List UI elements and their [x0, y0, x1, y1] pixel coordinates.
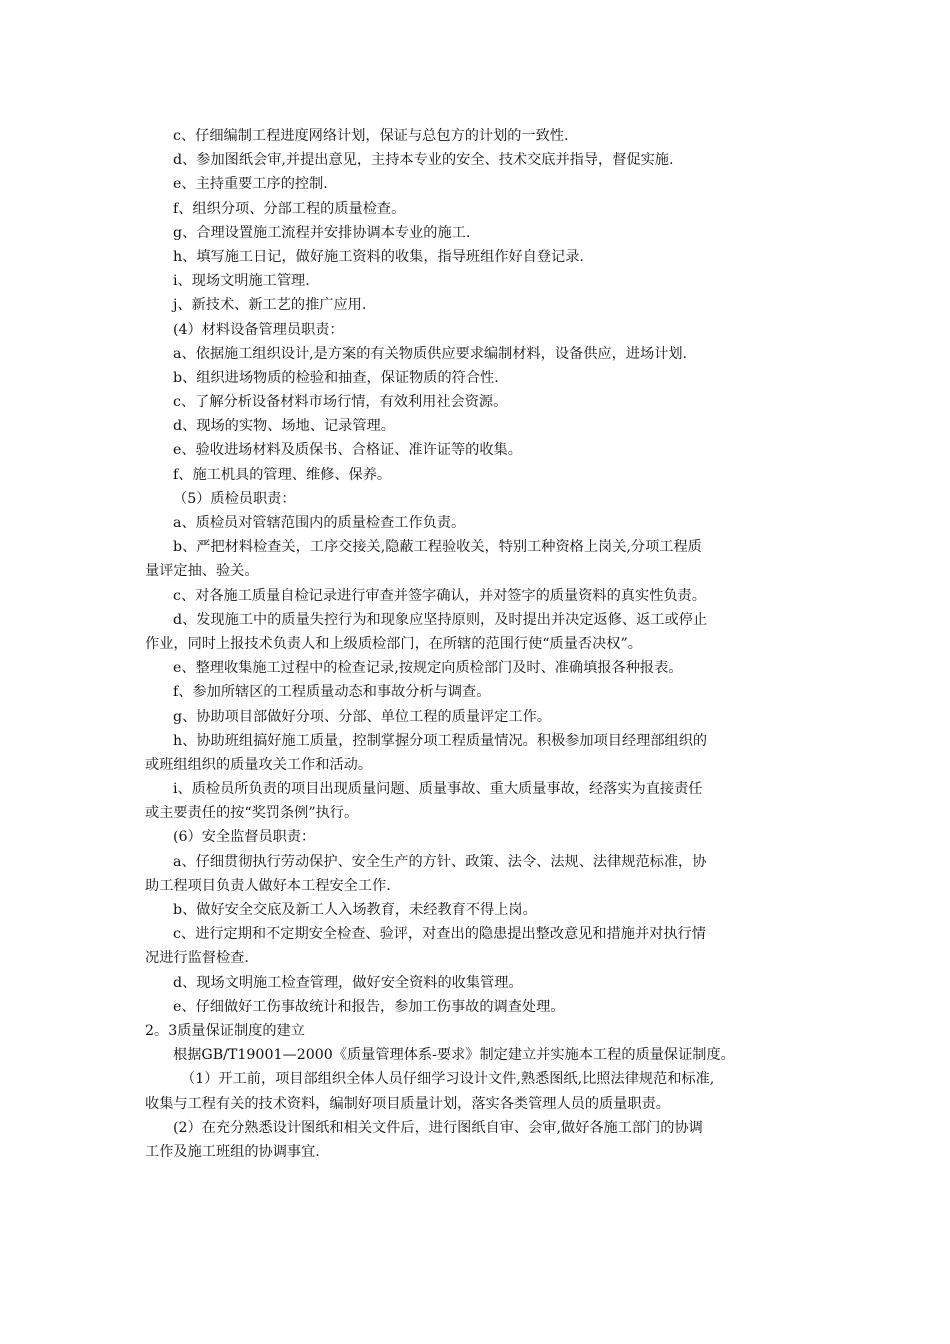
text-line: e、仔细做好工伤事故统计和报告，参加工伤事故的调查处理。: [173, 998, 565, 1015]
text-line: j、新技术、新工艺的推广应用.: [173, 297, 367, 314]
text-line: d、参加图纸会审,并提出意见，主持本专业的安全、技术交底并指导，督促实施.: [173, 152, 674, 169]
text-line: e、主持重要工序的控制.: [173, 176, 328, 193]
text-line: 量评定抽、验关。: [145, 563, 259, 580]
text-line: (2）在充分熟悉设计图纸和相关文件后，进行图纸自审、会审,做好各施工部门的协调: [173, 1119, 703, 1136]
text-line: f、组织分项、分部工程的质量检查。: [173, 200, 406, 217]
text-line: i、现场文明施工管理.: [173, 273, 310, 290]
text-line: h、协助班组搞好施工质量，控制掌握分项工程质量情况。积极参加项目经理部组织的: [173, 732, 708, 749]
text-line: b、组织进场物质的检验和抽查，保证物质的符合性.: [173, 369, 499, 386]
text-line: g、合理设置施工流程并安排协调本专业的施工.: [173, 224, 471, 241]
text-line: 况进行监督检查.: [145, 950, 249, 967]
text-line: e、验收进场材料及质保书、合格证、准许证等的收集。: [173, 442, 522, 459]
text-line: a、依据施工组织设计,是方案的有关物质供应要求编制材料，设备供应，进场计划.: [173, 345, 688, 362]
text-line: b、严把材料检查关，工序交接关,隐蔽工程验收关，特别工种资格上岗关,分项工程质: [173, 539, 702, 556]
text-line: h、填写施工日记，做好施工资料的收集，指导班组作好自登记录.: [173, 248, 584, 265]
text-line: d、现场的实物、场地、记录管理。: [173, 418, 395, 435]
text-line: c、了解分析设备材料市场行情，有效利用社会资源。: [173, 394, 508, 411]
text-line: (4）材料设备管理员职责：: [173, 321, 344, 338]
text-line: 2。3质量保证制度的建立: [145, 1022, 305, 1039]
document-body: [145, 124, 815, 1164]
text-line: c、进行定期和不定期安全检查、验评，对查出的隐患提出整改意见和措施并对执行情: [173, 926, 706, 943]
text-line: 或主要责任的按“奖罚条例”执行。: [145, 805, 359, 822]
text-line: a、仔细贯彻执行劳动保护、安全生产的方针、政策、法令、法规、法律规范标准，协: [173, 853, 707, 870]
text-line: （5）质检员职责：: [173, 490, 296, 507]
text-line: g、协助项目部做好分项、分部、单位工程的质量评定工作。: [173, 708, 551, 725]
text-line: c、仔细编制工程进度网络计划，保证与总包方的计划的一致性.: [173, 128, 569, 144]
text-line: b、做好安全交底及新工人入场教育，未经教育不得上岗。: [173, 902, 537, 918]
text-line: 作业，同时上报技术负责人和上级质检部门，在所辖的范围行使“质量否决权”。: [145, 635, 642, 652]
text-line: 助工程项目负责人做好本工程安全工作.: [145, 877, 391, 894]
text-line: 根据GB/T19001—2000《质量管理体系-要求》制定建立并实施本工程的质量保证制度。: [173, 1047, 735, 1064]
text-line: 或班组组织的质量攻关工作和活动。: [145, 756, 373, 773]
text-line: i、质检员所负责的项目出现质量问题、质量事故、重大质量事故，经落实为直接责任: [173, 781, 703, 798]
text-line: （1）开工前，项目部组织全体人员仔细学习设计文件,熟悉图纸,比照法律规范和标准,: [181, 1071, 715, 1088]
text-line: c、对各施工质量自检记录进行审查并签字确认，并对签字的质量资料的真实性负责。: [173, 587, 706, 604]
text-line: d、发现施工中的质量失控行为和现象应坚持原则，及时提出并决定返修、返工或停止: [173, 611, 708, 628]
text-line: 工作及施工班组的协调事宜.: [145, 1143, 320, 1160]
text-line: 收集与工程有关的技术资料，编制好项目质量计划，落实各类管理人员的质量职责。: [145, 1095, 670, 1112]
text-line: a、质检员对管辖范围内的质量检查工作负责。: [173, 515, 466, 531]
text-line: f、参加所辖区的工程质量动态和事故分析与调查。: [173, 684, 491, 701]
text-line: f、施工机具的管理、维修、保养。: [173, 466, 392, 483]
text-line: d、现场文明施工检查管理，做好安全资料的收集管理。: [173, 974, 523, 991]
text-line: (6）安全监督员职责：: [173, 829, 316, 846]
text-line: e、整理收集施工过程中的检查记录,按规定向质检部门及时、准确填报各种报表。: [173, 660, 683, 677]
